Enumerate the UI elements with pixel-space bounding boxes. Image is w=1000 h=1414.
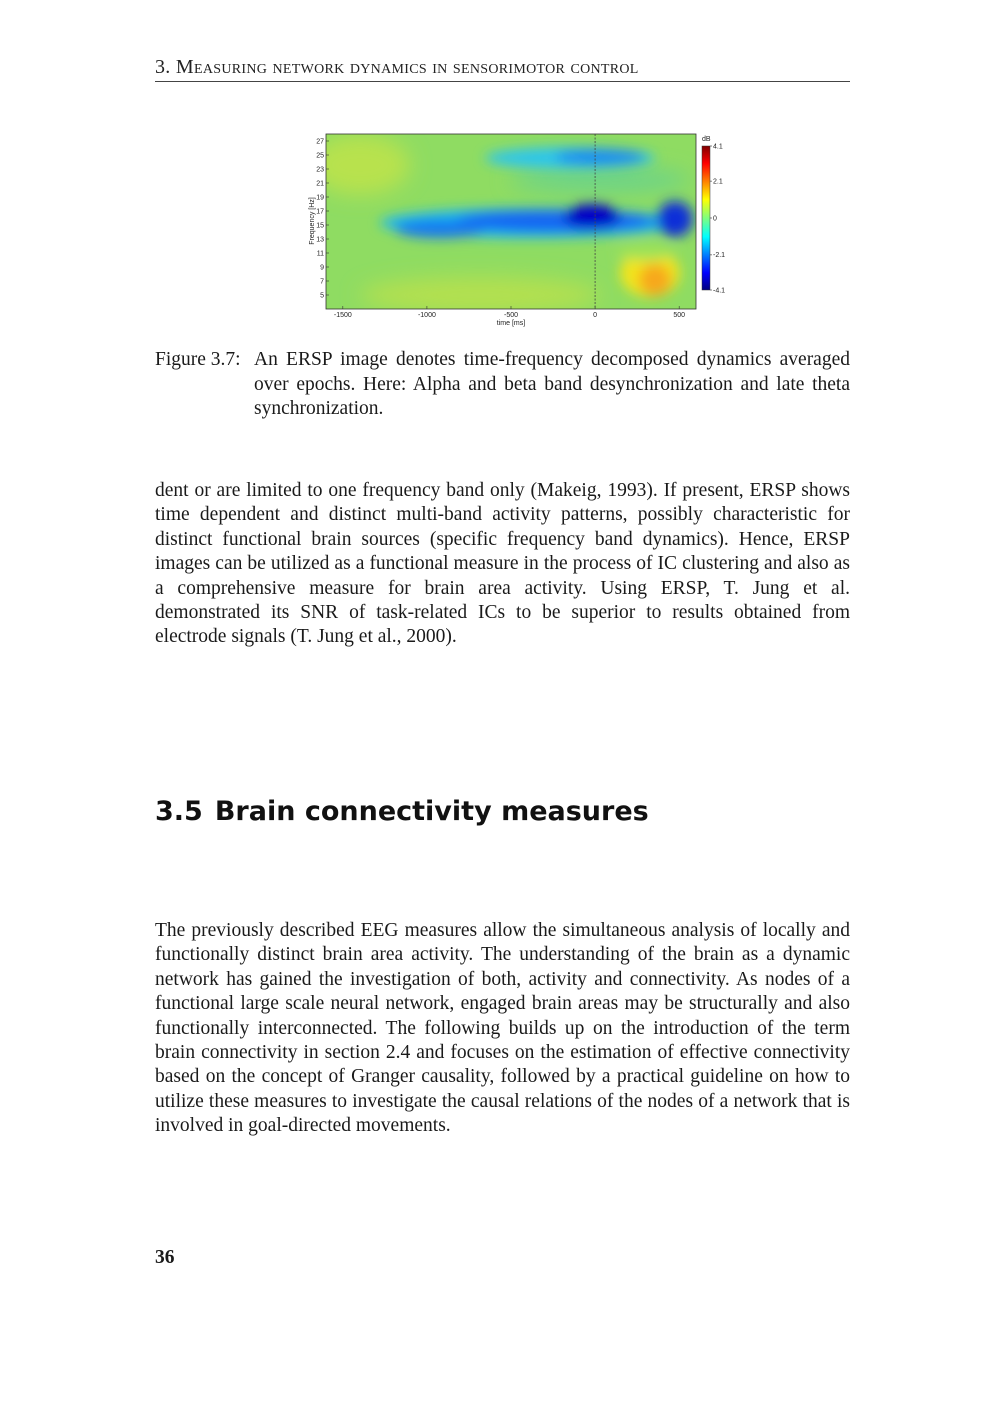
body-paragraph-2: The previously described EEG measures allow the simultaneous analysis of locally and functionally distinct brain area activity. The understanding of the brain as a dynamic network has gained the investigation of both, activity and connectivity. As nodes of a functional large scale neural network, engaged brain areas may be structurally and also functionally interconnected. The following builds up on the introduction of the term brain connectivity in section 2.4 and focuses on the estimation of effective connectivity based on the concept of Granger causality, followed by a practical guideline on how to utilize these measures to investigate the causal relations of the nodes of a network that is involved in goal-directed movements.	[155, 920, 850, 1137]
colorbar	[702, 146, 710, 290]
colorbar-tick-label: 2.1	[713, 178, 723, 186]
colorbar-tick-label: 0	[713, 215, 717, 223]
y-tick-label: 7	[320, 278, 324, 286]
y-tick-label: 25	[316, 152, 324, 160]
colorbar-tick-label: 4.1	[713, 143, 723, 151]
x-tick-label: 500	[673, 312, 686, 319]
section-title: Brain connectivity measures	[214, 796, 649, 827]
figure-caption-text: An ERSP image denotes time-frequency decomposed dynamics averaged over epochs. Here: Alpha and beta band desynchronization and late theta synchronization.	[254, 349, 850, 419]
y-tick-label: 17	[316, 208, 324, 216]
y-tick-label: 27	[316, 138, 324, 146]
x-tick-label: -1500	[333, 312, 352, 319]
y-tick-label: 23	[316, 166, 324, 174]
colorbar-tick-label: -4.1	[713, 287, 726, 295]
y-tick-label: 5	[320, 292, 324, 300]
x-tick-label: -500	[503, 312, 519, 319]
heatmap-plot-area	[310, 134, 696, 313]
y-tick-label: 21	[316, 180, 324, 188]
figure-caption	[155, 348, 850, 422]
body-paragraph-1: dent or are limited to one frequency band only (Makeig, 1993). If present, ERSP shows time dependent and distinct multi-band activity patterns, possibly characteristic for distinct functional brain sources (specific frequency band dynamics). Hence, ERSP images can be utilized as a functional measure in the process of IC clustering and also as a comprehensive measure for brain area activity. Using ERSP, T. Jung et al. demonstrated its SNR of task-related ICs to be superior to results obtained from electrode signals (T. Jung et al., 2000).	[155, 480, 850, 648]
figure-label: Figure 3.7:	[155, 349, 241, 370]
x-tick-label: 0	[593, 312, 598, 319]
x-tick-label: -1000	[417, 312, 436, 319]
y-axis-label: Frequency [Hz]	[309, 197, 316, 245]
ersp-figure	[300, 125, 740, 335]
colorbar-unit-label: dB	[702, 136, 711, 143]
y-tick-label: 9	[320, 264, 324, 272]
y-tick-label: 19	[316, 194, 324, 202]
page-number: 36	[155, 1247, 175, 1268]
section-number: 3.5	[155, 796, 203, 827]
colorbar-tick-label: -2.1	[713, 252, 726, 260]
x-axis-label: time [ms]	[496, 320, 526, 327]
ersp-heatmap-chart	[300, 125, 740, 335]
y-tick-label: 11	[316, 250, 324, 258]
section-heading	[155, 796, 850, 827]
y-tick-label: 13	[316, 236, 324, 244]
header-rule	[155, 81, 850, 82]
running-header: 3. Measuring network dynamics in sensorimotor control	[155, 56, 639, 78]
y-tick-label: 15	[316, 222, 324, 230]
